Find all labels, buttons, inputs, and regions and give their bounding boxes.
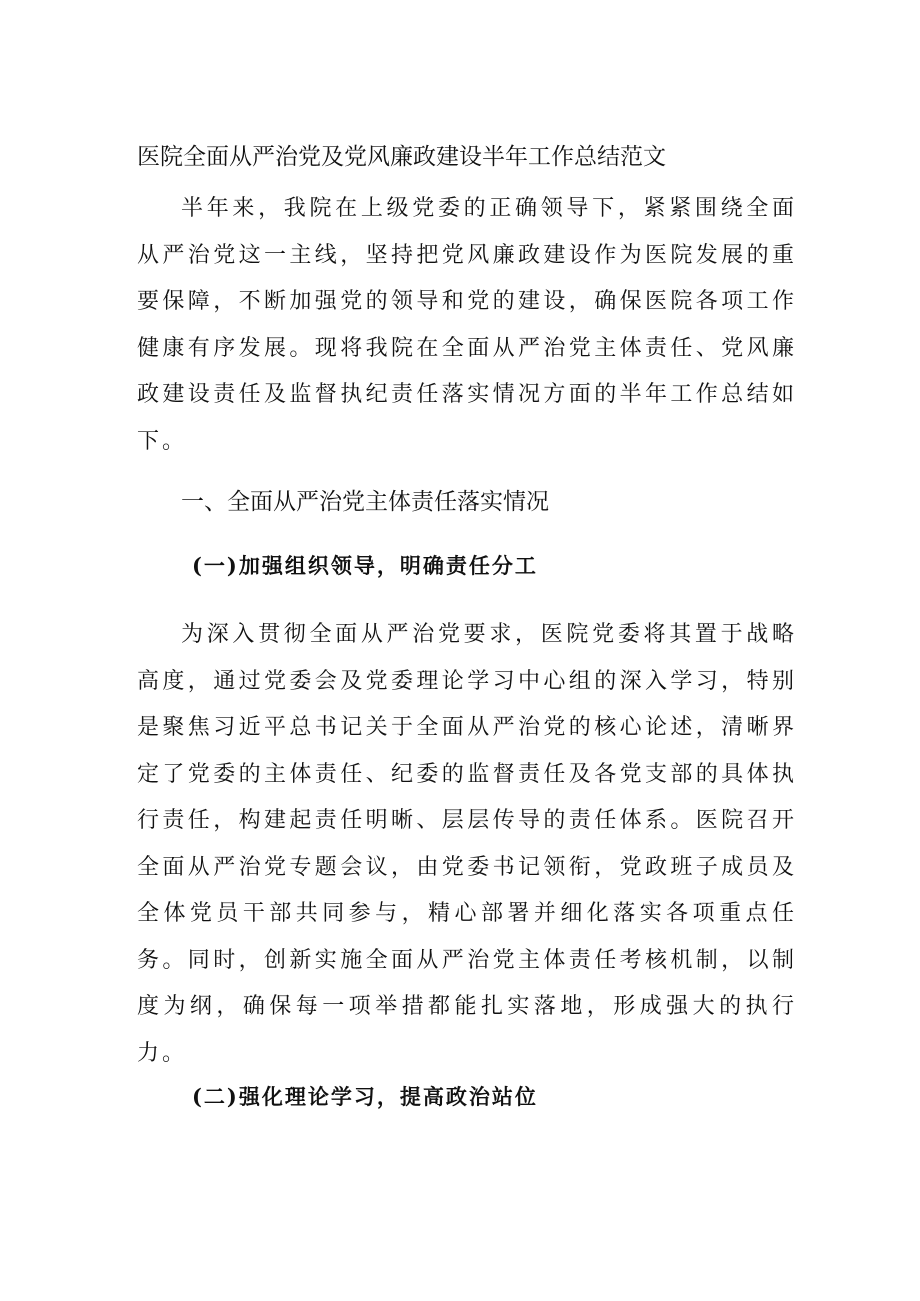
- intro-paragraph: 半年来，我院在上级党委的正确领导下，紧紧围绕全面从严治党这一主线，坚持把党风廉政建设作为医院发展的重要保障，不断加强党的领导和党的建设，确保医院各项工作健康有序发展。现将我院在全面从严治党主体责任、党风廉政建设责任及监督执纪责任落实情况方面的半年工作总结如下。: [137, 196, 797, 454]
- subsection-heading-2: (二)强化理论学习，提高政治站位: [192, 1084, 538, 1109]
- section-heading-1: 一、全面从严治党主体责任落实情况: [181, 489, 549, 515]
- subsection-heading-1: (一)加强组织领导，明确责任分工: [192, 553, 538, 578]
- subsection-1-paragraph: 为深入贯彻全面从严治党要求，医院党委将其置于战略高度，通过党委会及党委理论学习中心组的深入学习，特别是聚焦习近平总书记关于全面从严治党的核心论述，清晰界定了党委的主体责任、纪委的监督责任及各党支部的具体执行责任，构建起责任明晰、层层传导的责任体系。医院召开全面从严治党专题会议，由党委书记领衔，党政班子成员及全体党员干部共同参与，精心部署并细化落实各项重点任务。同时，创新实施全面从严治党主体责任考核机制，以制度为纲，确保每一项举措都能扎实落地，形成强大的执行力。: [137, 622, 797, 1066]
- document-title: 医院全面从严治党及党风廉政建设半年工作总结范文: [137, 144, 666, 170]
